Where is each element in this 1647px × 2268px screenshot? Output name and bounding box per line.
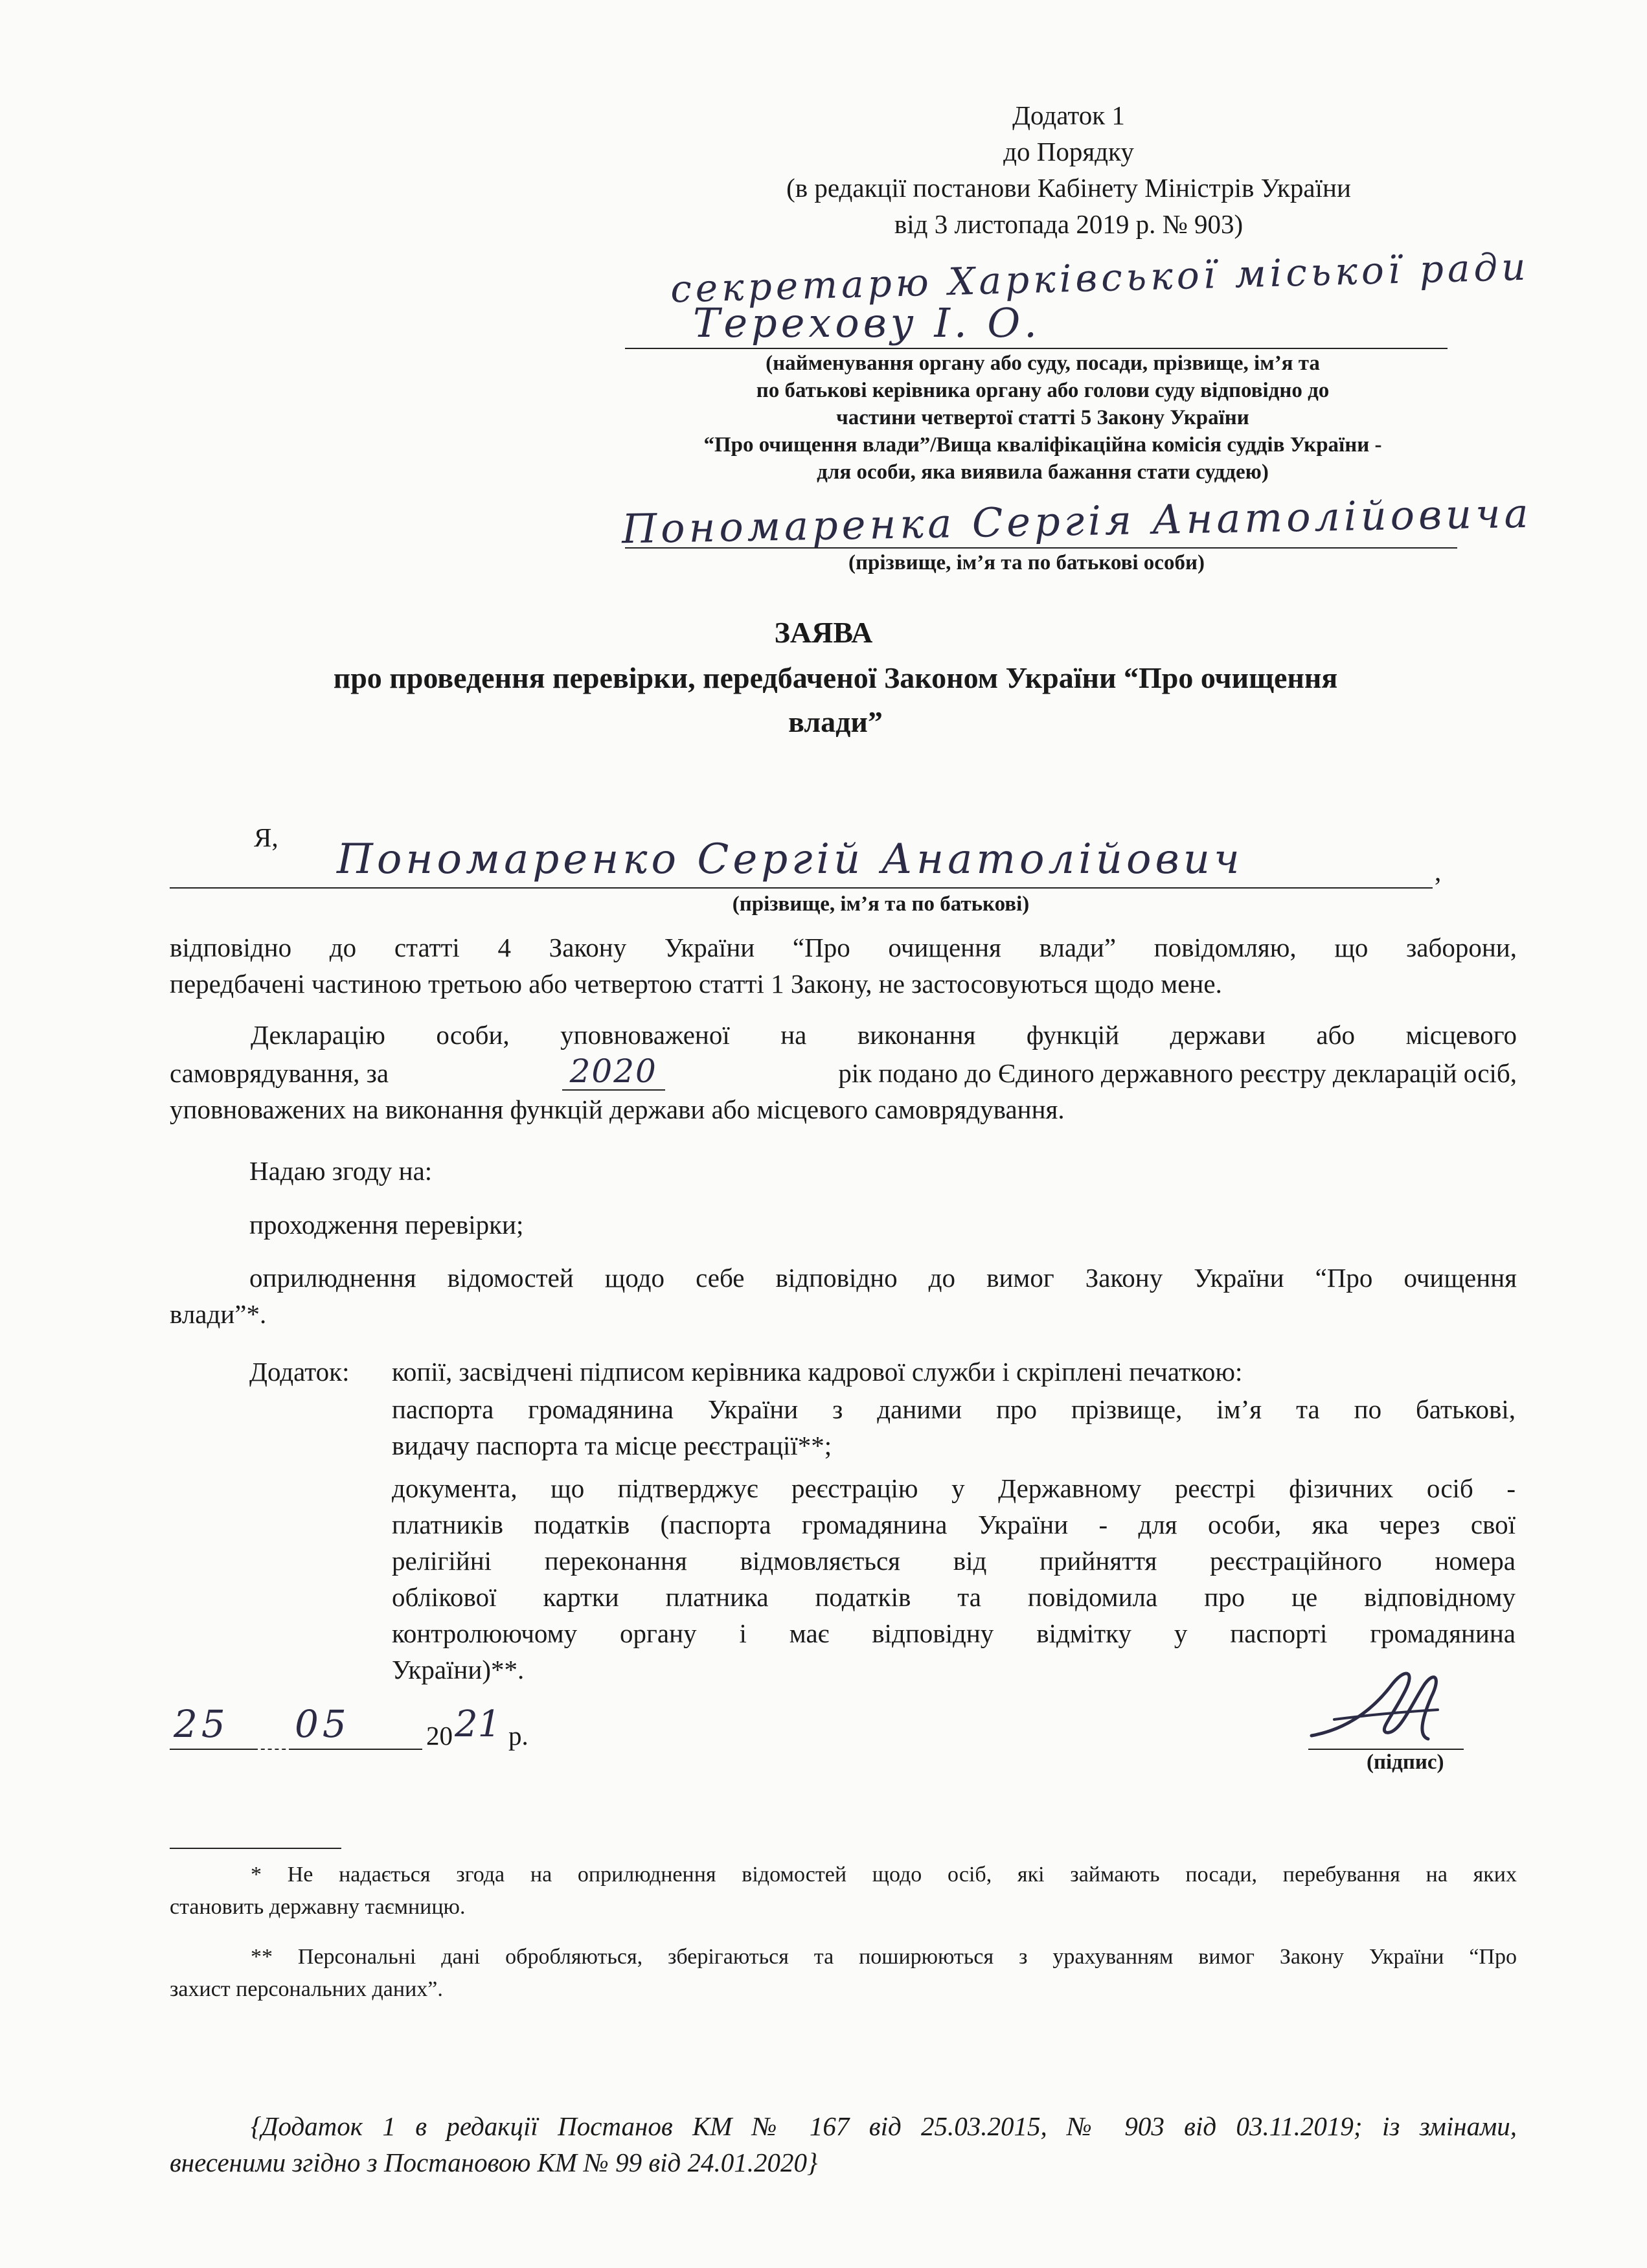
header-line: до Порядку [1003,137,1134,166]
applicant-caption: (прізвище, ім’я та по батькові особи) [848,551,1205,574]
addressee-underline [625,348,1448,349]
footnote-line: ** Персональні дані обробляються, зберігаються та поширюються з урахуванням вимог Закону України “Про [251,1945,1517,1969]
footnote-1 [170,1859,1517,1923]
editorial-note [170,2108,1517,2181]
date-day-underline [170,1749,254,1750]
attachment-label: Додаток: [249,1357,350,1387]
attachment-line: видачу паспорта та місце реєстрації**; [392,1431,832,1460]
declarant-handwritten: Пономаренко Сергій Анатолійович [337,835,1244,883]
declarant-underline [170,887,1433,889]
footnote-separator [170,1848,341,1849]
paragraph-fragment: рік подано до Єдиного державного реєстру декларацій осіб, [838,1058,1517,1088]
header-line: від 3 листопада 2019 р. № 903) [894,209,1244,239]
consent-intro: Надаю згоду на: [249,1156,433,1186]
attachment-line: платників податків (паспорта громадянина України - для особи, яка через свої [392,1510,1516,1539]
addressee-caption [622,350,1464,486]
document-subtitle-line2: влади” [788,705,883,738]
header-block [648,97,1490,242]
caption-line: по батькові керівника органу або голови суду відповідно до [756,379,1330,402]
paragraph-line: Декларацію особи, уповноваженої на виконання функцій держави або місцевого [251,1020,1517,1050]
footnote-line: становить державну таємницю. [170,1895,466,1919]
paragraph-line: передбачені частиною третьою або четвертою статті 1 Закону, не застосовуються щодо мене. [170,969,1222,999]
attachment-line: паспорта громадянина України з даними про прізвище, ім’я та по батькові, [392,1394,1516,1424]
attachment-item-2 [392,1470,1516,1688]
year-handwritten: 2020 [562,1053,665,1091]
caption-line: частини четвертої статті 5 Закону України [836,406,1249,429]
date-year-suffix: р. [508,1721,528,1751]
attachment-item-1 [392,1391,1516,1464]
applicant-underline [625,547,1457,549]
declarant-prefix: Я, [254,822,278,852]
paragraph-line: влади”*. [170,1299,267,1329]
editorial-line: {Додаток 1 в редакції Постанов КМ № 167 від 25.03.2015, № 903 від 03.11.2019; із змінами, [251,2111,1517,2141]
applicant-handwritten: Пономаренка Сергія Анатолійовича [621,489,1533,553]
paragraph-line: оприлюднення відомостей щодо себе відповідно до вимог Закону України “Про очищення [249,1263,1517,1293]
footnote-line: * Не надається згода на оприлюднення відомостей щодо осіб, які займають посади, перебування на яких [251,1863,1517,1887]
consent-item-1: проходження перевірки; [249,1210,524,1240]
editorial-line: внесеними згідно з Постановою КМ № 99 від 24.01.2020} [170,2148,818,2177]
paragraph-2 [170,1017,1517,1128]
paragraph-1 [170,929,1517,1002]
date-month: 05 [295,1702,350,1746]
declarant-caption: (прізвище, ім’я та по батькові) [732,892,1030,916]
paragraph-line-with-year [170,1053,1517,1091]
header-line: (в редакції постанови Кабінету Міністрів України [786,173,1351,203]
consent-item-2 [170,1260,1517,1332]
document-subtitle-line1: про проведення перевірки, передбаченої Законом України “Про очищення [333,661,1338,694]
attachment-line: України)**. [392,1655,525,1684]
date-gap-underline [254,1749,293,1750]
paragraph-line: відповідно до статті 4 Закону України “Про очищення влади” повідомляю, що заборони, [170,933,1517,962]
document-title: ЗАЯВА [774,616,873,649]
declarant-suffix: , [1435,857,1442,887]
attachment-intro: копії, засвідчені підписом керівника кадрової служби і скріплені печаткою: [392,1357,1243,1387]
date-month-underline [293,1749,422,1750]
attachment-line: документа, що підтверджує реєстрацію у Державному реєстрі фізичних осіб - [392,1473,1516,1503]
attachment-line: облікової картки платника податків та повідомила про це відповідному [392,1582,1516,1612]
footnote-2 [170,1941,1517,2006]
date-year-prefix: 20 [426,1721,453,1751]
paragraph-line: уповноважених на виконання функцій держави або місцевого самоврядування. [170,1094,1065,1124]
header-line: Додаток 1 [1012,100,1125,130]
attachment-line: релігійні переконання відмовляється від прийняття реєстраційного номера [392,1546,1516,1576]
caption-line: для особи, яка виявила бажання стати суддею) [817,460,1269,484]
caption-line: “Про очищення влади”/Вища кваліфікаційна комісія суддів України - [703,433,1382,457]
attachment-line: контролюючому органу і має відповідну відмітку у паспорті громадянина [392,1618,1516,1648]
addressee-handwritten-line2: Терехову І. О. [693,299,1041,346]
addressee-handwritten-line1: секретарю Харківської міської ради [670,244,1530,312]
footnote-line: захист персональних даних”. [170,1977,443,2001]
paragraph-fragment: самоврядування, за [170,1058,389,1088]
caption-line: (найменування органу або суду, посади, прізвище, ім’я та [766,352,1320,375]
signature-caption: (підпис) [1367,1751,1444,1774]
date-day: 25 [174,1702,229,1746]
date-year-handwritten: 21 [455,1703,501,1745]
